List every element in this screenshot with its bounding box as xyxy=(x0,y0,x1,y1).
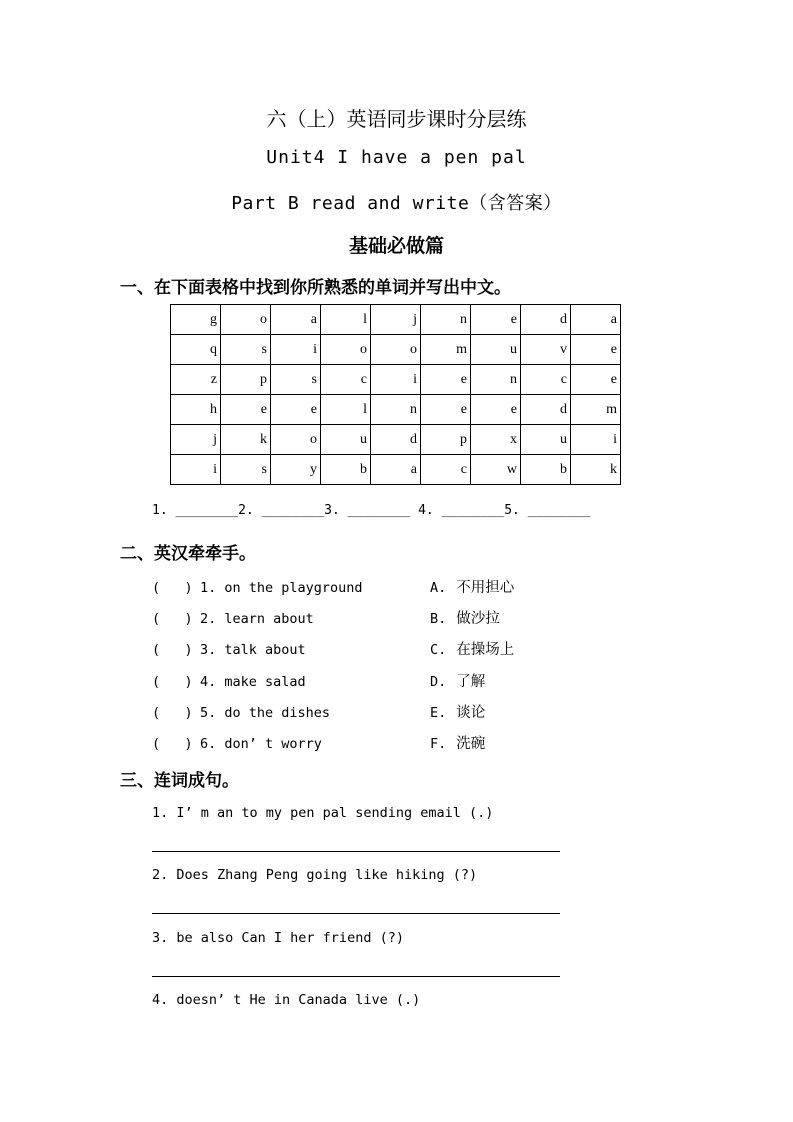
grid-cell: v xyxy=(521,335,571,365)
answer-line-2 xyxy=(152,913,560,914)
grid-cell: c xyxy=(321,365,371,395)
grid-cell: d xyxy=(521,395,571,425)
option-letter: C. xyxy=(430,642,447,658)
chinese-meaning: 谈论 xyxy=(456,705,486,721)
question-3: 3. be also Can I her friend (?) xyxy=(152,930,404,946)
grid-cell: a xyxy=(371,455,421,485)
grid-cell: p xyxy=(421,425,471,455)
part-title: Part B read and write（含答案） xyxy=(231,193,562,214)
grid-cell: u xyxy=(321,425,371,455)
english-phrase: 1. on the playground xyxy=(200,580,363,596)
grid-cell: q xyxy=(171,335,221,365)
grid-cell: o xyxy=(371,335,421,365)
grid-cell: g xyxy=(171,305,221,335)
grid-cell: c xyxy=(521,365,571,395)
grid-cell: e xyxy=(221,395,271,425)
question-2: 2. Does Zhang Peng going like hiking (?) xyxy=(152,867,478,883)
option-letter: F. xyxy=(430,736,447,752)
grid-cell: e xyxy=(571,365,621,395)
chinese-meaning: 不用担心 xyxy=(456,580,515,596)
grid-cell: s xyxy=(221,455,271,485)
grid-cell: k xyxy=(571,455,621,485)
match-row xyxy=(152,576,514,597)
chinese-option xyxy=(430,611,500,627)
grid-cell: e xyxy=(271,395,321,425)
english-phrase: 6. don’ t worry xyxy=(200,736,322,752)
grid-row xyxy=(171,365,621,395)
unit-title: Unit4 I have a pen pal xyxy=(266,147,527,168)
grid-cell: a xyxy=(571,305,621,335)
grid-cell: j xyxy=(371,305,421,335)
section3-heading: 三、连词成句。 xyxy=(120,771,239,791)
section2-heading: 二、英汉牵牵手。 xyxy=(120,544,256,564)
grid-cell: u xyxy=(521,425,571,455)
grid-cell: i xyxy=(371,365,421,395)
grid-cell: z xyxy=(171,365,221,395)
chinese-meaning: 在操场上 xyxy=(456,642,515,658)
grid-cell: l xyxy=(321,395,371,425)
chinese-meaning: 了解 xyxy=(456,674,486,690)
grid-cell: k xyxy=(221,425,271,455)
option-letter: B. xyxy=(430,611,447,627)
grid-row xyxy=(171,455,621,485)
chinese-option xyxy=(430,642,514,658)
grid-cell: o xyxy=(321,335,371,365)
chinese-meaning: 做沙拉 xyxy=(456,611,500,627)
grid-cell: e xyxy=(471,395,521,425)
grid-cell: e xyxy=(421,365,471,395)
grid-cell: j xyxy=(171,425,221,455)
grid-cell: m xyxy=(421,335,471,365)
question-4: 4. doesn’ t He in Canada live (.) xyxy=(152,992,421,1008)
grid-cell: e xyxy=(421,395,471,425)
grid-cell: u xyxy=(471,335,521,365)
question-1: 1. I’ m an to my pen pal sending email (.) xyxy=(152,805,494,821)
grid-cell: y xyxy=(271,455,321,485)
option-letter: E. xyxy=(430,705,447,721)
answer-paren[interactable]: ( ) xyxy=(152,580,193,596)
grid-cell: i xyxy=(571,425,621,455)
grid-cell: n xyxy=(371,395,421,425)
grid-cell: d xyxy=(371,425,421,455)
grid-cell: o xyxy=(221,305,271,335)
match-row xyxy=(152,701,485,722)
grid-cell: w xyxy=(471,455,521,485)
chinese-option xyxy=(430,674,485,690)
grid-row xyxy=(171,425,621,455)
grid-cell: i xyxy=(271,335,321,365)
grid-cell: e xyxy=(471,305,521,335)
section1-heading: 一、在下面表格中找到你所熟悉的单词并写出中文。 xyxy=(120,278,511,298)
english-phrase: 2. learn about xyxy=(200,611,314,627)
answer-paren[interactable]: ( ) xyxy=(152,736,193,752)
answer-paren[interactable]: ( ) xyxy=(152,642,193,658)
english-phrase: 3. talk about xyxy=(200,642,306,658)
answer-line-3 xyxy=(152,976,560,977)
grid-cell: i xyxy=(171,455,221,485)
english-phrase: 5. do the dishes xyxy=(200,705,331,721)
grid-cell: l xyxy=(321,305,371,335)
match-row xyxy=(152,607,500,628)
grid-cell: h xyxy=(171,395,221,425)
match-row xyxy=(152,638,514,659)
option-letter: A. xyxy=(430,580,447,596)
grid-cell: a xyxy=(271,305,321,335)
grid-cell: s xyxy=(221,335,271,365)
option-letter: D. xyxy=(430,674,447,690)
grid-row xyxy=(171,305,621,335)
grid-cell: c xyxy=(421,455,471,485)
grid-row xyxy=(171,395,621,425)
grid-cell: s xyxy=(271,365,321,395)
level-title: 基础必做篇 xyxy=(348,235,444,257)
answer-line-1 xyxy=(152,851,560,852)
answer-paren[interactable]: ( ) xyxy=(152,611,193,627)
chinese-option xyxy=(430,705,485,721)
match-row xyxy=(152,732,485,753)
answer-paren[interactable]: ( ) xyxy=(152,705,193,721)
grid-cell: p xyxy=(221,365,271,395)
answer-blanks: 1. ________2. ________3. ________ 4. ________5. ________ xyxy=(152,503,591,518)
grid-cell: n xyxy=(471,365,521,395)
grid-cell: n xyxy=(421,305,471,335)
chinese-option xyxy=(430,736,485,752)
grid-cell: d xyxy=(521,305,571,335)
answer-paren[interactable]: ( ) xyxy=(152,674,193,690)
chinese-option xyxy=(430,580,514,596)
grid-cell: o xyxy=(271,425,321,455)
chinese-meaning: 洗碗 xyxy=(456,736,486,752)
grid-cell: x xyxy=(471,425,521,455)
grid-cell: b xyxy=(521,455,571,485)
match-row xyxy=(152,670,485,691)
english-phrase: 4. make salad xyxy=(200,674,306,690)
grid-cell: b xyxy=(321,455,371,485)
grid-cell: e xyxy=(571,335,621,365)
grid-cell: m xyxy=(571,395,621,425)
page-title: 六（上）英语同步课时分层练 xyxy=(266,107,527,131)
grid-row xyxy=(171,335,621,365)
word-search-grid xyxy=(170,304,621,485)
